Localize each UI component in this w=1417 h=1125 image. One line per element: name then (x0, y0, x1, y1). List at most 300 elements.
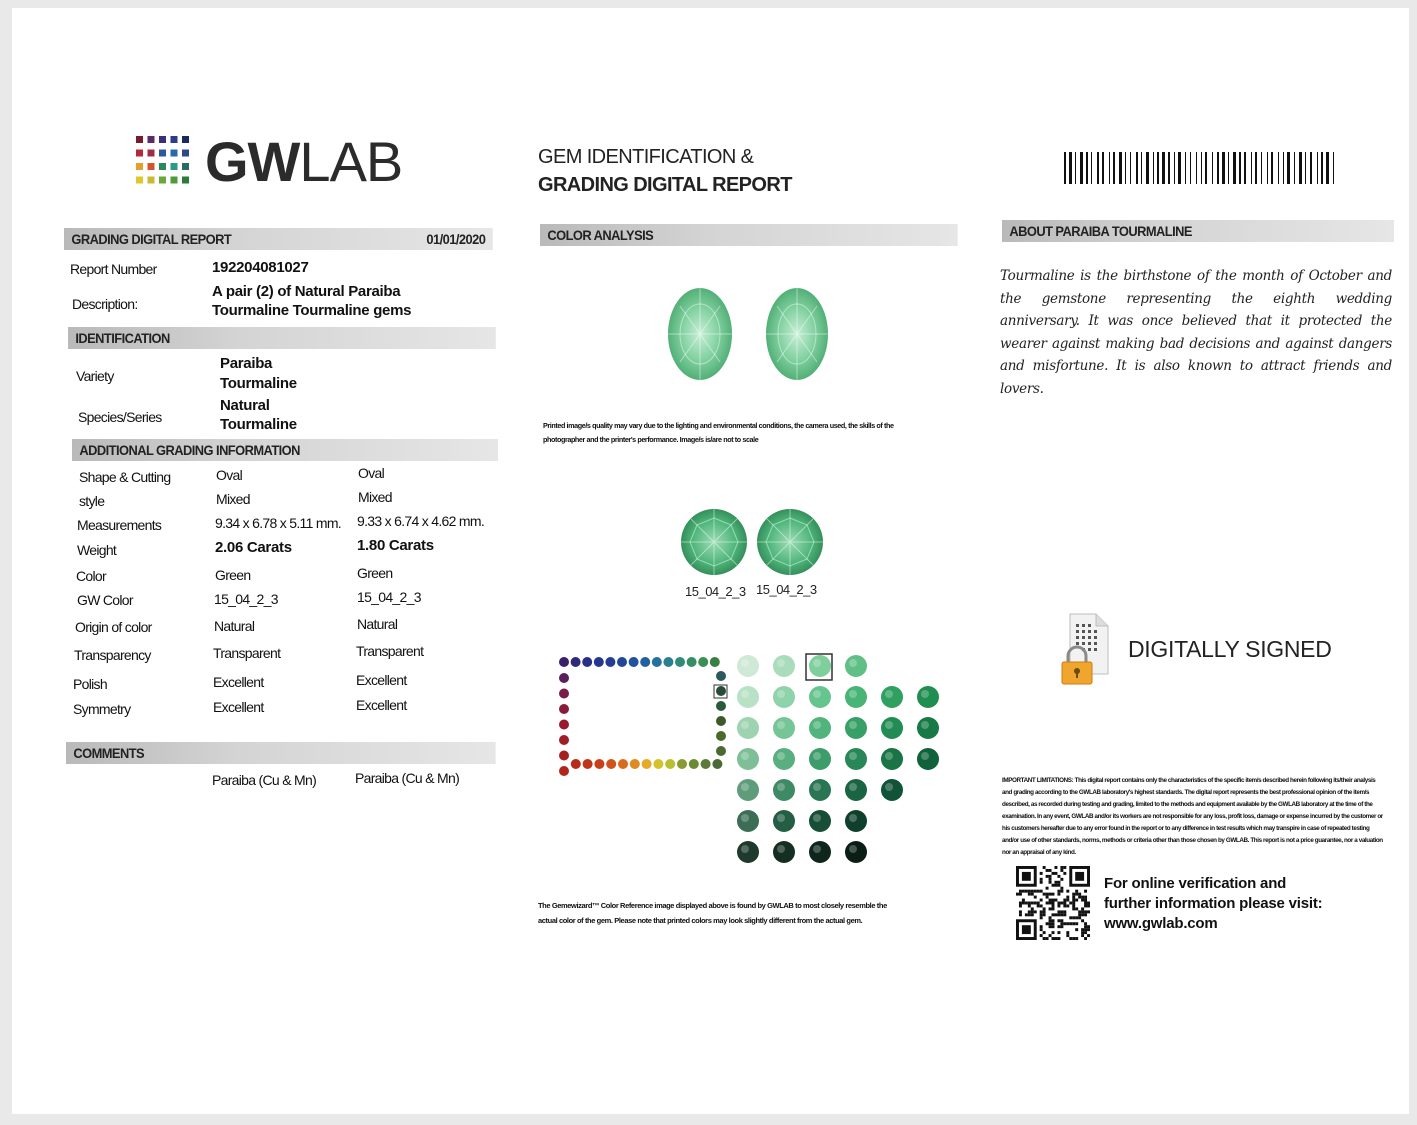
qr-module (1046, 937, 1049, 940)
about-header: ABOUT PARAIBA TOURMALINE (1002, 220, 1394, 242)
gwlab-logo: GWLAB (205, 130, 403, 193)
hue-dot (653, 759, 663, 769)
grading-row-label: Polish (73, 676, 107, 692)
qr-module (1063, 913, 1066, 916)
hue-dot (665, 759, 675, 769)
swatch-highlight (777, 659, 785, 667)
qr-module (1087, 910, 1090, 913)
report-title-line1: GEM IDENTIFICATION & (538, 146, 754, 168)
swatch-highlight (885, 721, 893, 729)
hue-dot (677, 759, 687, 769)
qr-module (1049, 919, 1052, 922)
qr-module (1078, 916, 1081, 919)
green-swatch-dot (917, 686, 939, 708)
qr-module (1019, 893, 1022, 896)
gem-color-swatch-a (680, 508, 748, 576)
qr-module (1049, 878, 1052, 881)
logo-square (148, 163, 155, 170)
qr-module (1031, 907, 1034, 910)
qr-module (1054, 866, 1057, 869)
green-swatch-dot (737, 779, 759, 801)
verification-line2: further information please visit: (1104, 895, 1323, 912)
green-swatch-dot (881, 686, 903, 708)
qr-module (1049, 925, 1052, 928)
qr-module (1057, 893, 1060, 896)
logo-square (159, 150, 166, 157)
grading-row-value-b: Natural (357, 616, 398, 632)
hue-dot (716, 686, 726, 696)
grading-row-label: GW Color (77, 592, 133, 608)
qr-module (1066, 899, 1069, 902)
verification-line1: For online verification and (1104, 875, 1287, 892)
hue-dot (675, 657, 685, 667)
green-swatch-dot (809, 655, 831, 677)
grading-row-value-a: 2.06 Carats (215, 539, 292, 556)
barcode-bar (1190, 152, 1191, 184)
verification-text (1104, 874, 1322, 934)
barcode-bar (1310, 152, 1312, 184)
qr-module (1084, 904, 1087, 907)
description-line2: Tourmaline Tourmaline gems (212, 302, 412, 319)
variety-label: Variety (76, 368, 114, 384)
qr-module (1028, 902, 1031, 905)
barcode-bar (1141, 152, 1142, 184)
swatch-highlight (921, 690, 929, 698)
qr-module (1054, 913, 1057, 916)
qr-module (1034, 902, 1037, 905)
qr-module (1075, 890, 1078, 893)
grading-row-value-a: Mixed (216, 491, 250, 507)
barcode-bar (1146, 152, 1149, 184)
hue-dot (698, 657, 708, 667)
barcode-bar (1261, 152, 1262, 184)
qr-module (1054, 884, 1057, 887)
qr-module (1022, 899, 1025, 902)
qr-module (1060, 869, 1063, 872)
qr-module (1016, 893, 1019, 896)
color-reference-chart (550, 648, 950, 878)
swatch-highlight (741, 690, 749, 698)
qr-module (1060, 925, 1063, 928)
green-swatch-dot (809, 717, 831, 739)
qr-module (1060, 878, 1063, 881)
swatch-highlight (885, 783, 893, 791)
swatch-highlight (741, 659, 749, 667)
swatch-highlight (777, 845, 785, 853)
qr-module (1072, 896, 1075, 899)
grading-row-label: Transparency (74, 647, 151, 663)
hue-dot (716, 716, 726, 726)
qr-module (1078, 896, 1081, 899)
qr-module (1072, 922, 1075, 925)
swatch-highlight (885, 690, 893, 698)
swatch-highlight (813, 752, 821, 760)
green-swatch-dot (845, 779, 867, 801)
qr-module (1046, 869, 1049, 872)
qr-module (1054, 937, 1057, 940)
qr-module (1084, 910, 1087, 913)
qr-module (1052, 919, 1055, 922)
barcode-bar (1212, 152, 1213, 184)
qr-module (1025, 913, 1028, 916)
hue-dot (571, 759, 581, 769)
qr-module (1063, 899, 1066, 902)
qr-module (1078, 893, 1081, 896)
grading-row-value-a: Green (215, 567, 251, 583)
qr-module (1081, 910, 1084, 913)
logo-square (171, 177, 178, 184)
logo-square (136, 177, 143, 184)
green-swatch-dot (845, 717, 867, 739)
qr-module (1028, 910, 1031, 913)
hue-dot (712, 759, 722, 769)
hue-dot (583, 759, 593, 769)
grading-row-value-b: Transparent (356, 643, 424, 659)
barcode-bar (1233, 152, 1236, 184)
qr-module (1034, 910, 1037, 913)
grading-row-label: Origin of color (75, 619, 152, 635)
qr-module (1084, 925, 1087, 928)
qr-module (1081, 896, 1084, 899)
qr-module (1049, 902, 1052, 905)
qr-module (1049, 907, 1052, 910)
green-swatch-dot (809, 686, 831, 708)
qr-module (1052, 907, 1055, 910)
grading-row-label: Measurements (77, 517, 162, 533)
qr-module (1057, 937, 1060, 940)
qr-module (1057, 925, 1060, 928)
comment-value-b: Paraiba (Cu & Mn) (355, 770, 460, 786)
green-swatch-dot (845, 810, 867, 832)
species-label: Species/Series (78, 409, 162, 425)
qr-module (1054, 881, 1057, 884)
hue-dot (594, 657, 604, 667)
qr-module (1052, 872, 1055, 875)
qr-module (1037, 890, 1040, 893)
grading-row-value-a: Natural (214, 618, 255, 634)
qr-module (1019, 890, 1022, 893)
logo-square (171, 163, 178, 170)
qr-module (1072, 904, 1075, 907)
green-swatch-dot (773, 717, 795, 739)
barcode-bar (1278, 152, 1279, 184)
qr-module (1040, 878, 1043, 881)
qr-module (1049, 875, 1052, 878)
qr-module (1057, 890, 1060, 893)
qr-module (1066, 904, 1069, 907)
reference-note-line1: The Gemewizard™ Color Reference image displayed above is found by GWLAB to most closely resemble the (538, 901, 887, 910)
qr-module (1040, 881, 1043, 884)
barcode-bar (1228, 152, 1229, 184)
grading-row-label: style (79, 493, 105, 509)
barcode-bar (1119, 152, 1122, 184)
qr-module (1043, 931, 1046, 934)
variety-line2: Tourmaline (220, 375, 297, 392)
swatch-highlight (777, 752, 785, 760)
qr-module (1084, 902, 1087, 905)
logo-square (171, 136, 178, 143)
swatch-highlight (777, 814, 785, 822)
grading-row-value-a: 9.34 x 6.78 x 5.11 mm. (215, 515, 341, 531)
qr-module (1022, 902, 1025, 905)
report-number: 192204081027 (212, 259, 309, 276)
qr-module (1072, 899, 1075, 902)
qr-module (1063, 866, 1066, 869)
swatch-highlight (813, 721, 821, 729)
green-swatch-dot (809, 748, 831, 770)
qr-module (1046, 902, 1049, 905)
qr-module (1060, 866, 1063, 869)
barcode-bar (1326, 152, 1329, 184)
grading-row-value-a: Excellent (213, 699, 264, 715)
green-swatch-dot (737, 748, 759, 770)
qr-module (1078, 910, 1081, 913)
grading-row-value-b: 15_04_2_3 (357, 589, 421, 605)
photo-disclaimer-line1: Printed image/s quality may vary due to the lighting and environmental conditions, the camera used, the skills of the (543, 421, 894, 430)
photo-disclaimer-line2: photographer and the printer's performance. Image/s is/are not to scale (543, 435, 759, 444)
qr-module (1046, 893, 1049, 896)
barcode-bar (1162, 152, 1165, 184)
barcode-bar (1217, 152, 1219, 184)
grading-row-value-a: Oval (216, 467, 242, 483)
hue-dot (716, 671, 726, 681)
green-swatch-dot (845, 655, 867, 677)
qr-module (1054, 899, 1057, 902)
qr-module (1075, 916, 1078, 919)
qr-module (1031, 890, 1034, 893)
hue-dot (559, 673, 569, 683)
barcode-bar (1201, 152, 1202, 184)
green-swatch-dot (917, 717, 939, 739)
hue-dot (606, 759, 616, 769)
qr-module (1075, 937, 1078, 940)
qr-module (1019, 910, 1022, 913)
green-swatch-dot (845, 748, 867, 770)
report-title-line2: GRADING DIGITAL REPORT (538, 174, 792, 196)
qr-module (1075, 928, 1078, 931)
qr-module (1040, 913, 1043, 916)
qr-module (1028, 893, 1031, 896)
barcode-bar (1086, 152, 1088, 184)
barcode-bar (1239, 152, 1241, 184)
qr-module (1040, 890, 1043, 893)
qr-module (1057, 931, 1060, 934)
qr-module (1049, 922, 1052, 925)
qr-module (1075, 899, 1078, 902)
hue-dot (710, 657, 720, 667)
grading-row-value-b: Excellent (356, 697, 407, 713)
barcode-bar (1091, 152, 1092, 184)
qr-module (1052, 884, 1055, 887)
qr-module (1069, 937, 1072, 940)
qr-module (1087, 904, 1090, 907)
gwlab-logo-grid-icon (136, 134, 194, 192)
hue-dot (559, 735, 569, 745)
logo-square (136, 150, 143, 157)
qr-module (1052, 913, 1055, 916)
qr-module (1081, 919, 1084, 922)
verification-url[interactable]: www.gwlab.com (1104, 915, 1218, 932)
report-number-label: Report Number (70, 261, 157, 277)
hue-dot (629, 657, 639, 667)
qr-module (1057, 919, 1060, 922)
limitations-line: and/or use of other standards, norms, methods or criteria other than those chosen by GWLAB. This report is not a price guarantee, nor a valuation (1002, 837, 1383, 844)
qr-module (1049, 893, 1052, 896)
grading-row-value-b: Green (357, 565, 393, 581)
qr-module (1046, 922, 1049, 925)
hue-dot (617, 657, 627, 667)
qr-module (1075, 922, 1078, 925)
qr-module (1069, 922, 1072, 925)
qr-module (1054, 872, 1057, 875)
qr-module (1057, 884, 1060, 887)
hue-dot (559, 766, 569, 776)
logo-square (182, 177, 189, 184)
barcode-bar (1287, 152, 1290, 184)
qr-module (1084, 928, 1087, 931)
green-swatch-dot (737, 717, 759, 739)
qr-module (1060, 910, 1063, 913)
swatch-highlight (813, 783, 821, 791)
barcode-bar (1251, 152, 1252, 184)
species-line1: Natural (220, 397, 270, 414)
qr-module (1084, 896, 1087, 899)
green-swatch-dot (773, 655, 795, 677)
grading-row-label: Weight (77, 542, 117, 558)
qr-module (1034, 890, 1037, 893)
barcode-bar (1168, 152, 1170, 184)
qr-module (1040, 925, 1043, 928)
qr-module (1043, 937, 1046, 940)
qr-module (1066, 896, 1069, 899)
gem-code-a: 15_04_2_3 (685, 584, 746, 599)
qr-module (1081, 931, 1084, 934)
qr-module (1043, 907, 1046, 910)
digital-signature-icon (1060, 612, 1110, 686)
qr-module (1052, 904, 1055, 907)
species-line2: Tourmaline (220, 416, 297, 433)
barcode-bar (1305, 152, 1306, 184)
hue-dot (559, 657, 569, 667)
swatch-highlight (777, 783, 785, 791)
qr-module (1040, 934, 1043, 937)
qr-module (1028, 890, 1031, 893)
barcode-bar (1097, 152, 1099, 184)
qr-module (1049, 916, 1052, 919)
qr-module (1043, 910, 1046, 913)
qr-module (1060, 913, 1063, 916)
swatch-highlight (885, 752, 893, 760)
barcode-icon (1064, 152, 1338, 184)
barcode-bar (1174, 152, 1175, 184)
swatch-highlight (849, 845, 857, 853)
grading-report-header: GRADING DIGITAL REPORT 01/01/2020 (64, 228, 493, 250)
qr-module (1028, 904, 1031, 907)
qr-module (1081, 913, 1084, 916)
gem-color-swatch-b (756, 508, 824, 576)
qr-module (1052, 922, 1055, 925)
qr-module (1081, 928, 1084, 931)
qr-module (1052, 902, 1055, 905)
grading-row-value-b: 1.80 Carats (357, 537, 434, 554)
limitations-line: nor an appraisal of any kind. (1002, 849, 1076, 856)
qr-module (1040, 910, 1043, 913)
green-swatch-dot (737, 655, 759, 677)
comments-header: COMMENTS (66, 742, 496, 764)
logo-square (148, 136, 155, 143)
qr-module (1028, 913, 1031, 916)
swatch-highlight (849, 814, 857, 822)
qr-module (1057, 881, 1060, 884)
qr-module (1081, 899, 1084, 902)
qr-module (1087, 902, 1090, 905)
barcode-bar (1222, 152, 1225, 184)
barcode-bar (1075, 152, 1076, 184)
barcode-bar (1153, 152, 1154, 184)
variety-line1: Paraiba (220, 355, 273, 372)
green-swatch-dot (737, 686, 759, 708)
qr-module (1022, 890, 1025, 893)
hue-dot (559, 704, 569, 714)
barcode-bar (1178, 152, 1181, 184)
swatch-highlight (741, 783, 749, 791)
qr-module (1057, 875, 1060, 878)
hue-dot (559, 720, 569, 730)
gem-photo-oval-a (666, 286, 734, 382)
qr-module (1043, 913, 1046, 916)
barcode-bar (1205, 152, 1207, 184)
qr-module (1046, 887, 1049, 890)
barcode-bar (1196, 152, 1197, 184)
hue-dot (701, 759, 711, 769)
green-swatch-dot (773, 779, 795, 801)
qr-module (1040, 928, 1043, 931)
hue-dot (652, 657, 662, 667)
qr-module (1069, 916, 1072, 919)
swatch-highlight (921, 721, 929, 729)
swatch-highlight (849, 690, 857, 698)
comment-value-a: Paraiba (Cu & Mn) (212, 772, 317, 788)
green-swatch-dot (737, 841, 759, 863)
swatch-highlight (813, 845, 821, 853)
green-swatch-dot (809, 841, 831, 863)
swatch-highlight (849, 721, 857, 729)
gem-photo-oval-b (764, 286, 830, 382)
barcode-bar (1283, 152, 1284, 184)
barcode-bar (1185, 152, 1186, 184)
qr-module (1084, 913, 1087, 916)
color-analysis-header: COLOR ANALYSIS (540, 224, 958, 246)
barcode-bar (1244, 152, 1246, 184)
green-swatch-dot (845, 686, 867, 708)
qr-code-icon[interactable] (1016, 866, 1090, 942)
swatch-highlight (741, 721, 749, 729)
grading-row-label: Color (76, 568, 106, 584)
swatch-highlight (813, 690, 821, 698)
qr-module (1025, 902, 1028, 905)
green-swatch-dot (845, 841, 867, 863)
digitally-signed-label: DIGITALLY SIGNED (1128, 636, 1332, 662)
limitations-line: examination. In any event, GWLAB and/or its workers are not responsible for any loss, profit loss, damage or expense incurred by the customer or (1002, 813, 1383, 820)
hue-dot (630, 759, 640, 769)
qr-module (1052, 893, 1055, 896)
grading-row-value-b: Excellent (356, 672, 407, 688)
grading-row-label: Shape & Cutting (79, 469, 171, 485)
qr-module (1072, 937, 1075, 940)
qr-module (1063, 872, 1066, 875)
qr-module (1043, 893, 1046, 896)
green-swatch-dot (773, 686, 795, 708)
